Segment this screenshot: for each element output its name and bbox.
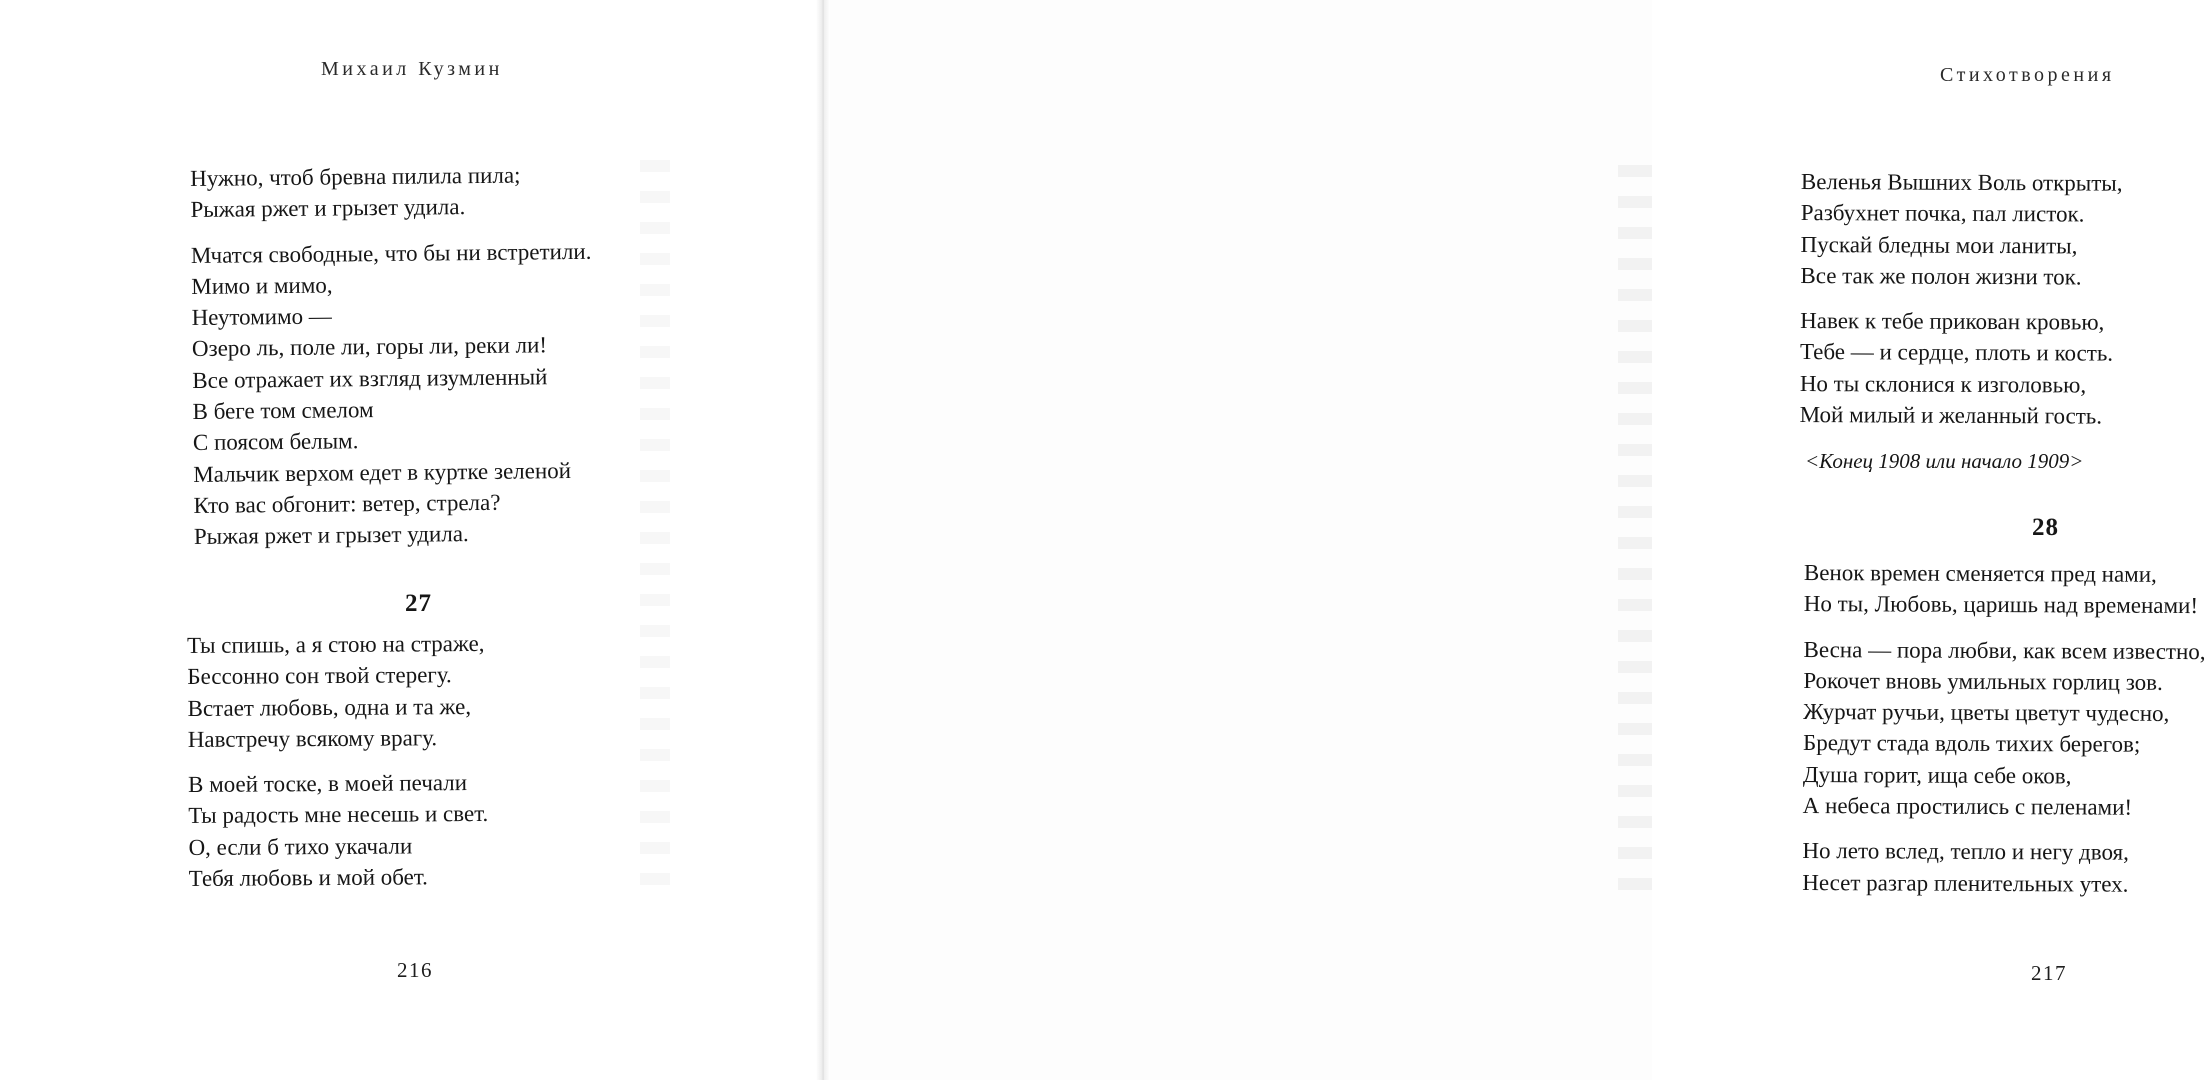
verse-line: Рыжая ржет и грызет удила. [193,521,469,550]
show-through-left [640,160,670,900]
verse-line: Озеро ль, поле ли, горы ли, реки ли! [191,332,548,362]
running-head-author: Михаил Кузмин [321,58,503,80]
verse-line: Рокочет вновь умильных горлиц зов. [1803,667,2163,695]
poem-27 [187,628,489,894]
verse-line: Но ты склонися к изголовью, [1799,370,2087,398]
poem-ending [1800,166,2123,432]
verse-line: Все отражает их взгляд изумленный [192,364,548,393]
verse-line: Навек к тебе прикован кровью, [1800,308,2105,335]
verse-line: Мчатся свободные, что бы ни встретили. [190,238,592,268]
left-page [0,0,823,1080]
verse-line: Журчат ручьи, цветы цветут чудесно, [1803,699,2170,727]
poem-26-ending [190,159,595,553]
stanza [190,159,591,226]
right-page [823,0,2206,1080]
book-gutter [816,0,830,1080]
stanza [1804,557,2206,622]
page-number: 217 [2031,961,2067,985]
verse-line: Неутомимо — [191,303,332,331]
verse-line: Пускай бледны мои ланиты, [1800,231,2078,259]
poem-number-27: 27 [405,590,432,617]
verse-line: Бредут стада вдоль тихих берегов; [1802,730,2141,758]
stanza [188,767,489,894]
poem-number-28: 28 [2032,514,2059,541]
verse-line: Разбухнет почка, пал листок. [1800,200,2085,227]
verse-line: Бессонно сон твой стерегу. [187,662,452,690]
verse-line: Мальчик верхом едет в куртке зеленой [193,457,572,487]
stanza [1802,835,2204,900]
running-head-title: Стихотворения [1940,64,2115,86]
verse-line: Душа горит, ища себе оков, [1802,761,2072,789]
poem-28 [1802,557,2206,900]
verse-line: Кто вас обгонит: ветер, стрела? [193,489,501,518]
stanza [187,628,488,755]
verse-line: А небеса простились с пеленами! [1802,793,2133,820]
verse-line: Но лето вслед, тепло и негу двоя, [1802,838,2129,866]
verse-line: Встает любовь, одна и та же, [187,693,472,721]
verse-line: Тебя любовь и мой обет. [188,864,428,892]
verse-line: Ты спишь, а я стою на страже, [187,630,485,658]
verse-line: Ты радость мне несешь и свет. [188,801,489,829]
verse-line: Веленья Вышних Воль открыты, [1800,168,2123,196]
stanza [1803,634,2206,824]
verse-line: С поясом белым. [192,428,359,456]
verse-line: Весна — пора любви, как всем известно, [1803,636,2206,664]
verse-line: Венок времен сменяется пред нами, [1803,559,2157,587]
page-number: 216 [397,958,433,982]
verse-line: Навстречу всякому врагу. [187,725,438,752]
verse-line: Мимо и мимо, [191,272,333,299]
verse-line: Мой милый и желанный гость. [1799,402,2103,429]
stanza [1800,305,2122,432]
stanza [191,235,595,552]
stanza [1800,166,2122,293]
verse-line: Нужно, чтоб бревна пилила пила; [190,162,521,191]
verse-line: В беге том смелом [192,397,374,425]
verse-line: Но ты, Любовь, царишь над временами! [1803,591,2199,619]
verse-line: Тебе — и сердце, плоть и кость. [1799,339,2114,367]
verse-line: В моей тоске, в моей печали [187,770,468,798]
show-through-right [1618,165,1652,905]
verse-line: О, если б тихо укачали [188,833,413,860]
poem-dateline: <Конец 1908 или начало 1909> [1805,449,2084,473]
verse-line: Несет разгар пленительных утех. [1802,869,2129,897]
verse-line: Все так же полон жизни ток. [1800,262,2082,290]
verse-line: Рыжая ржет и грызет удила. [190,194,466,223]
